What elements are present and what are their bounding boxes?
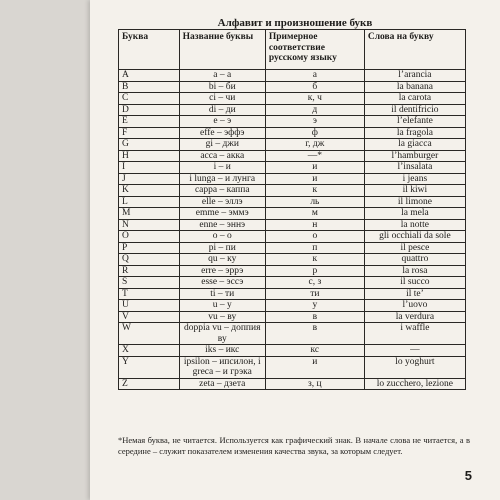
cell-letter: J [119, 173, 180, 185]
table-header-row [119, 30, 466, 70]
cell-words: gli occhiali da sole [364, 231, 465, 243]
cell-name: ipsilon – ипсилон, i greca – и грэка [179, 356, 265, 378]
table-row [119, 70, 466, 82]
cell-russian: и [265, 162, 364, 174]
cell-name: doppia vu – доппия ву [179, 323, 265, 345]
cell-letter: Z [119, 378, 180, 390]
cell-letter: Y [119, 356, 180, 378]
cell-letter: L [119, 196, 180, 208]
cell-letter: H [119, 150, 180, 162]
cell-name: gi – джи [179, 139, 265, 151]
cell-letter: O [119, 231, 180, 243]
table-row [119, 231, 466, 243]
cell-russian: к [265, 185, 364, 197]
cell-name: acca – акка [179, 150, 265, 162]
cell-letter: P [119, 242, 180, 254]
cell-words: la giacca [364, 139, 465, 151]
cell-name: erre – эррэ [179, 265, 265, 277]
header-name: Название буквы [179, 30, 265, 70]
cell-russian: у [265, 300, 364, 312]
cell-russian: д [265, 104, 364, 116]
cell-letter: V [119, 311, 180, 323]
cell-letter: S [119, 277, 180, 289]
cell-name: ci – чи [179, 93, 265, 105]
cell-words: i jeans [364, 173, 465, 185]
table-row [119, 93, 466, 105]
cell-letter: W [119, 323, 180, 345]
cell-russian: ль [265, 196, 364, 208]
table-row [119, 116, 466, 128]
cell-letter: A [119, 70, 180, 82]
cell-russian: —* [265, 150, 364, 162]
cell-russian: a [265, 70, 364, 82]
cell-name: i – и [179, 162, 265, 174]
table-row [119, 81, 466, 93]
cell-russian: п [265, 242, 364, 254]
cell-letter: F [119, 127, 180, 139]
table-row [119, 185, 466, 197]
cell-words: la verdura [364, 311, 465, 323]
table-row [119, 277, 466, 289]
cell-words: quattro [364, 254, 465, 266]
cell-words: il kiwi [364, 185, 465, 197]
cell-russian: o [265, 231, 364, 243]
table-row [119, 150, 466, 162]
cell-russian: и [265, 173, 364, 185]
cell-name: elle – эллэ [179, 196, 265, 208]
table-row [119, 300, 466, 312]
cell-russian: и [265, 356, 364, 378]
cell-name: enne – эннэ [179, 219, 265, 231]
cell-words: la carota [364, 93, 465, 105]
cell-words: il dentifricio [364, 104, 465, 116]
cell-words: il te’ [364, 288, 465, 300]
cell-russian: р [265, 265, 364, 277]
cell-russian: н [265, 219, 364, 231]
cell-name: pi – пи [179, 242, 265, 254]
table-row [119, 104, 466, 116]
cell-words: — [364, 345, 465, 357]
table-row [119, 208, 466, 220]
cell-words: la banana [364, 81, 465, 93]
header-letter: Буква [119, 30, 180, 70]
header-russian: Примерное соответствие русскому языку [265, 30, 364, 70]
cell-words: l’elefante [364, 116, 465, 128]
cell-name: di – ди [179, 104, 265, 116]
cell-russian: г, дж [265, 139, 364, 151]
cell-letter: B [119, 81, 180, 93]
cell-letter: N [119, 219, 180, 231]
cell-name: i lunga – и лунга [179, 173, 265, 185]
table-row [119, 311, 466, 323]
cell-letter: K [119, 185, 180, 197]
cell-words: la notte [364, 219, 465, 231]
cell-letter: U [119, 300, 180, 312]
cell-name: a – a [179, 70, 265, 82]
book-page [90, 0, 500, 500]
cell-name: cappa – каппа [179, 185, 265, 197]
cell-words: l’uovo [364, 300, 465, 312]
cell-words: lo yoghurt [364, 356, 465, 378]
cell-russian: в [265, 323, 364, 345]
cell-words: lo zucchero, lezione [364, 378, 465, 390]
cell-words: la fragola [364, 127, 465, 139]
cell-words: i waffle [364, 323, 465, 345]
cell-name: qu – ку [179, 254, 265, 266]
cell-words: il succo [364, 277, 465, 289]
cell-words: l’arancia [364, 70, 465, 82]
cell-words: l’insalata [364, 162, 465, 174]
cell-name: e – э [179, 116, 265, 128]
table-row [119, 162, 466, 174]
page-number: 5 [464, 468, 472, 483]
cell-words: il limone [364, 196, 465, 208]
cell-russian: к [265, 254, 364, 266]
cell-name: bi – би [179, 81, 265, 93]
cell-name: vu – ву [179, 311, 265, 323]
cell-words: la rosa [364, 265, 465, 277]
cell-letter: C [119, 93, 180, 105]
cell-letter: Q [119, 254, 180, 266]
cell-russian: c, з [265, 277, 364, 289]
cell-russian: з, ц [265, 378, 364, 390]
cell-words: la mela [364, 208, 465, 220]
cell-russian: ф [265, 127, 364, 139]
cell-words: l’hamburger [364, 150, 465, 162]
cell-russian: э [265, 116, 364, 128]
cell-name: iks – икс [179, 345, 265, 357]
table-row [119, 254, 466, 266]
cell-russian: б [265, 81, 364, 93]
cell-letter: I [119, 162, 180, 174]
table-row [119, 378, 466, 390]
cell-name: effe – эффэ [179, 127, 265, 139]
cell-name: zeta – дзета [179, 378, 265, 390]
table-row [119, 345, 466, 357]
cell-letter: G [119, 139, 180, 151]
cell-letter: E [119, 116, 180, 128]
cell-letter: R [119, 265, 180, 277]
cell-name: esse – эссэ [179, 277, 265, 289]
cell-words: il pesce [364, 242, 465, 254]
page-title: Алфавит и произношение букв [217, 17, 373, 29]
cell-letter: D [119, 104, 180, 116]
cell-name: o – o [179, 231, 265, 243]
cell-russian: ти [265, 288, 364, 300]
cell-letter: X [119, 345, 180, 357]
table-row [119, 288, 466, 300]
footnote: *Немая буква, не читается. Используется как графический знак. В начале слова не читается, а в середине – служит показателем изменения качества звука, за которым следует. [118, 435, 470, 456]
cell-name: emme – эммэ [179, 208, 265, 220]
alphabet-table [118, 29, 466, 390]
table-row [119, 127, 466, 139]
table-row [119, 173, 466, 185]
table-row [119, 196, 466, 208]
cell-russian: в [265, 311, 364, 323]
table-row [119, 323, 466, 345]
cell-letter: M [119, 208, 180, 220]
cell-name: ti – ти [179, 288, 265, 300]
cell-russian: м [265, 208, 364, 220]
table-row [119, 356, 466, 378]
cell-russian: кс [265, 345, 364, 357]
cell-russian: к, ч [265, 93, 364, 105]
cell-letter: T [119, 288, 180, 300]
table-row [119, 219, 466, 231]
cell-name: u – у [179, 300, 265, 312]
header-words: Слова на букву [364, 30, 465, 70]
table-row [119, 265, 466, 277]
table-row [119, 139, 466, 151]
table-row [119, 242, 466, 254]
